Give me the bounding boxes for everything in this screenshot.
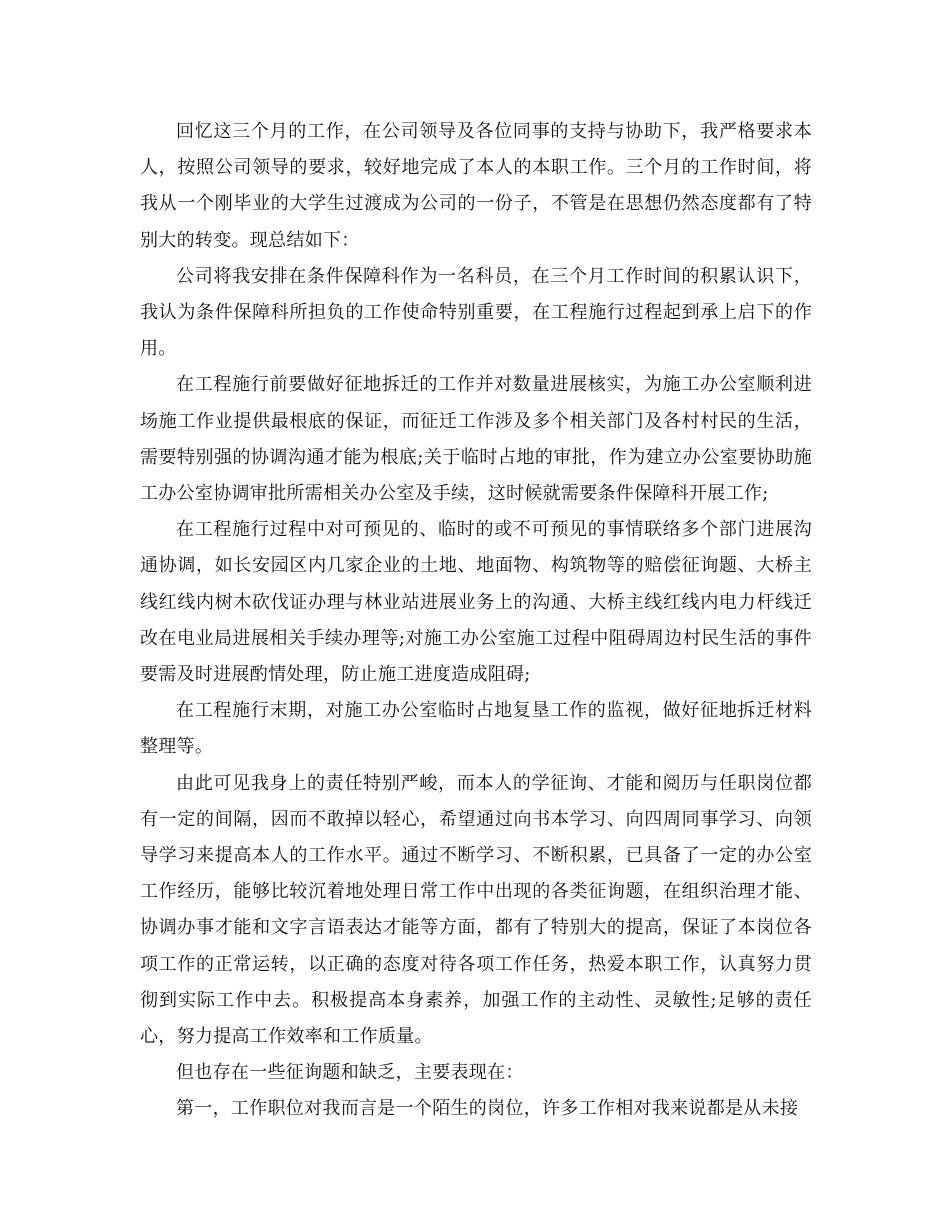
paragraph-2: 公司将我安排在条件保障科作为一名科员，在三个月工作时间的积累认识下，我认为条件保障科所担负的工作使命特别重要，在工程施行过程起到承上启下的作用。 — [140, 265, 812, 360]
paragraph-4: 在工程施行过程中对可预见的、临时的或不可预见的事情联络多个部门进展沟通协调，如长安园区内几家企业的土地、地面物、构筑物等的赔偿征询题、大桥主线红线内树木砍伐证办理与林业站进展业务上的沟通、大桥主线红线内电力杆线迁改在电业局进展相关手续办理等;对施工办公室施工过程中阻碍周边村民生活的事件要需及时进展酌情处理，防止施工进度造成阻碍; — [140, 519, 812, 686]
paragraph-3: 在工程施行前要做好征地拆迁的工作并对数量进展核实，为施工办公室顺利进场施工作业提供最根底的保证，而征迁工作涉及多个相关部门及各村村民的生活，需要特别强的协调沟通才能为根底;关于临时占地的审批，作为建立办公室要协助施工办公室协调审批所需相关办公室及手续，这时候就需要条件保障科开展工作; — [140, 374, 812, 505]
document-body — [140, 114, 812, 1128]
paragraph-6: 由此可见我身上的责任特别严峻，而本人的学征询、才能和阅历与任职岗位都有一定的间隔，因而不敢掉以轻心，希望通过向书本学习、向四周同事学习、向领导学习来提高本人的工作水平。通过不断学习、不断积累，已具备了一定的办公室工作经历，能够比较沉着地处理日常工作中出现的各类征询题，在组织治理才能、协调办事才能和文字言语表达才能等方面，都有了特别大的提高，保证了本岗位各项工作的正常运转，以正确的态度对待各项工作任务，热爱本职工作，认真努力贯彻到实际工作中去。积极提高本身素养，加强工作的主动性、灵敏性;足够的责任心，努力提高工作效率和工作质量。 — [140, 772, 812, 1048]
paragraph-5: 在工程施行末期，对施工办公室临时占地复垦工作的监视，做好征地拆迁材料整理等。 — [140, 700, 812, 758]
paragraph-7: 但也存在一些征询题和缺乏，主要表现在： — [176, 1062, 524, 1084]
paragraph-1: 回忆这三个月的工作，在公司领导及各位同事的支持与协助下，我严格要求本人，按照公司领导的要求，较好地完成了本人的本职工作。三个月的工作时间，将我从一个刚毕业的大学生过渡成为公司的一份子，不管是在思想仍然态度都有了特别大的转变。现总结如下： — [140, 121, 812, 251]
paragraph-8: 第一，工作职位对我而言是一个陌生的岗位，许多工作相对我来说都是从未接 — [176, 1098, 799, 1120]
